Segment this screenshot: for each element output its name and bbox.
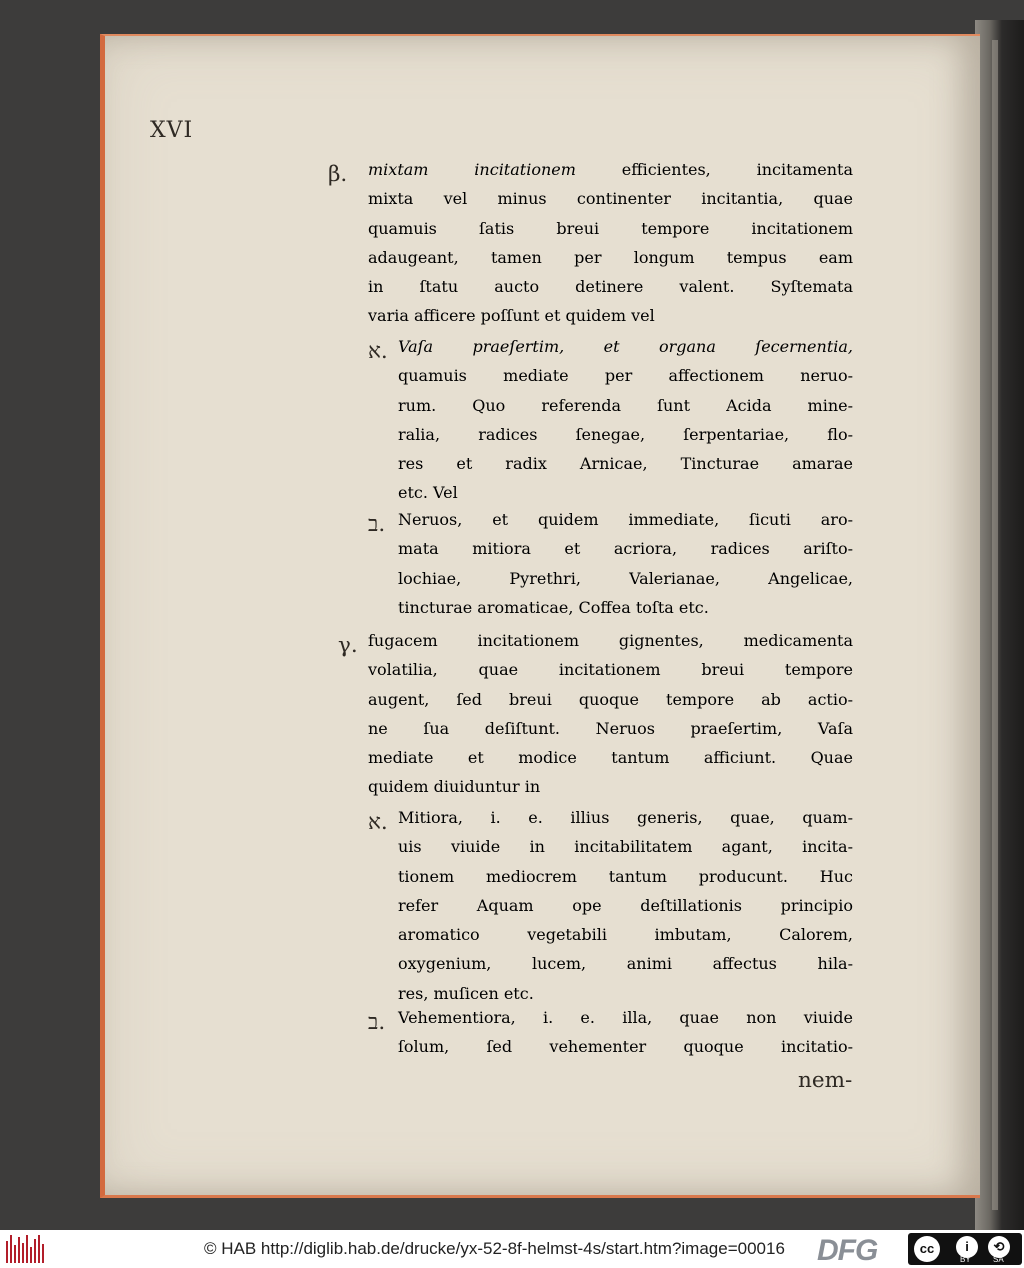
text-line: etc. Vel (398, 483, 458, 503)
gamma-paragraph (368, 631, 853, 807)
text-line: uis viuide in incitabilitatem agant, incita- (398, 837, 853, 857)
text-line: res, muſicen etc. (398, 983, 534, 1003)
text-line: refer Aquam ope deſtillationis principio (398, 895, 853, 915)
book-spine (975, 20, 1024, 1230)
text-line: augent, ſed breui quoque tempore ab actio- (368, 689, 853, 709)
aleph-marker: א. (368, 339, 388, 364)
text-line: ralia, radices ſenegae, ſerpentariae, flo- (398, 424, 853, 444)
attribution-icon: i (956, 1236, 978, 1258)
spine-edge (992, 40, 998, 1210)
text-line: lochiae, Pyrethri, Valerianae, Angelicae, (398, 568, 853, 588)
cc-license-badge[interactable] (908, 1233, 1022, 1265)
hab-logo-icon (6, 1235, 48, 1263)
aleph1-paragraph (398, 337, 853, 513)
beth2-paragraph (398, 1008, 853, 1067)
text-line: aromatico vegetabili imbutam, Calorem, (398, 925, 853, 945)
beth-marker: ב. (368, 512, 386, 537)
text-line: fugacem incitationem gignentes, medicamenta (368, 631, 853, 650)
dfg-logo: DFG (817, 1234, 878, 1267)
text-line: rum. Quo referenda ſunt Acida mine- (398, 395, 853, 415)
beta-paragraph (368, 160, 853, 336)
text-line: tionem mediocrem tantum producunt. Huc (398, 866, 853, 886)
share-alike-icon: ⟲ (988, 1236, 1010, 1258)
text-line: adaugeant, tamen per longum tempus eam (368, 247, 853, 267)
text-line: Mitiora, i. e. illius generis, quae, quam- (398, 808, 853, 827)
copyright-link[interactable]: © HAB http://diglib.hab.de/drucke/yx-52-8f-helmst-4s/start.htm?image=00016 (204, 1239, 785, 1258)
italic-term: mixtam incitationem (368, 160, 576, 179)
text-line: Neruos, et quidem immediate, ſicuti aro- (398, 510, 853, 529)
text-line: quamuis ſatis breui tempore incitationem (368, 218, 853, 238)
text-line (368, 160, 853, 189)
text-line (398, 337, 853, 366)
cc-by-label: BY (960, 1255, 971, 1264)
gamma-marker: γ. (338, 633, 358, 658)
aleph2-paragraph (398, 808, 853, 1013)
text-line: Vehementiora, i. e. illa, quae non viuide (398, 1008, 853, 1027)
text-line: ſolum, ſed vehementer quoque incitatio- (398, 1037, 853, 1057)
cc-sa-label: SA (993, 1255, 1004, 1264)
text-line: ne ſua deſiſtunt. Neruos praeſertim, Vaſa (368, 718, 853, 738)
cc-icon: cc (914, 1236, 940, 1262)
text-line: quidem diuiduntur in (368, 777, 541, 797)
beth1-paragraph (398, 510, 853, 627)
text-line: quamuis mediate per affectionem neruo- (398, 366, 853, 386)
text-span: Vaſa praeſertim, et organa ſecernentia, (398, 337, 853, 356)
text-line: in ſtatu aucto detinere valent. Syſtemata (368, 277, 853, 297)
beth-marker: ב. (368, 1010, 386, 1035)
text-line: mediate et modice tantum afficiunt. Quae (368, 748, 853, 768)
text-line: mixta vel minus continenter incitantia, quae (368, 189, 853, 209)
text-line: mata mitiora et acriora, radices ariſto- (398, 539, 853, 559)
page-number: XVI (150, 118, 194, 143)
footer-bar (0, 1230, 1024, 1268)
text-line: tincturae aromaticae, Coffea toſta etc. (398, 597, 709, 617)
text-line: volatilia, quae incitationem breui tempore (368, 660, 853, 680)
catchword: nem- (798, 1068, 853, 1093)
text-line: varia afficere poſſunt et quidem vel (368, 306, 655, 326)
text-span: efficientes, incitamenta (575, 160, 853, 179)
text-line: oxygenium, lucem, animi affectus hila- (398, 954, 853, 974)
text-line: res et radix Arnicae, Tincturae amarae (398, 454, 853, 474)
aleph-marker: א. (368, 810, 388, 835)
beta-marker: β. (328, 162, 348, 187)
